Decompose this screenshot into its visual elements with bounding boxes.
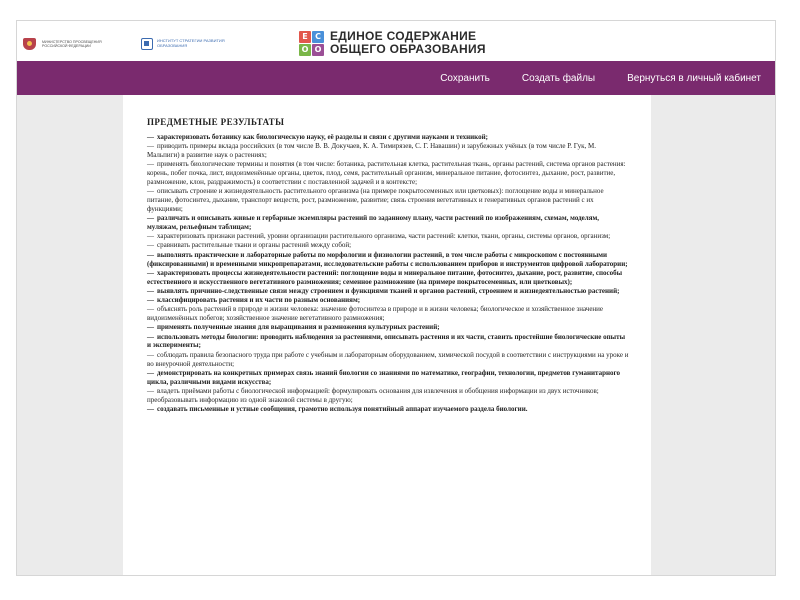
- result-item: [147, 351, 629, 369]
- result-item: [147, 296, 629, 305]
- result-item: [147, 160, 629, 187]
- dash-marker: —: [147, 286, 154, 295]
- site-logo[interactable]: [299, 30, 486, 56]
- eagle-emblem-icon: [23, 38, 36, 50]
- dash-marker: —: [147, 332, 154, 341]
- result-text: объяснять роль растений в природе и жизни человека: значение фотосинтеза в природе и в жизни человека; биологическое и хозяйственное значение видоизменённых побегов; хозяйственное значение вегетативного размножения;: [147, 305, 604, 323]
- results-list: [147, 133, 629, 414]
- result-text: различать и описывать живые и гербарные экземпляры растений по заданному плану, части растений по изображениям, схемам, моделям, муляжам, рельефным таблицам;: [147, 214, 600, 231]
- result-text: классифицировать растения и их части по разным основаниям;: [157, 296, 361, 305]
- result-text: выявлять причинно-следственные связи между строением и функциями тканей и органов растений, строением и жизнедеятельностью растений;: [157, 286, 620, 295]
- app-window: [16, 20, 776, 576]
- institute-mark-icon: [141, 38, 153, 50]
- result-text: характеризовать признаки растений, уровни организации растительного организма, части растений: клетки, ткани, органы, системы органов, организм;: [157, 232, 611, 241]
- institute-logo[interactable]: [141, 38, 237, 50]
- result-item: [147, 405, 629, 414]
- result-text: соблюдать правила безопасного труда при работе с учебным и лабораторным оборудованием, химической посудой в соответствии с инструкциями на уроке и во внеурочной деятельности;: [147, 350, 629, 368]
- institute-name: ИНСТИТУТ СТРАТЕГИИ РАЗВИТИЯ ОБРАЗОВАНИЯ: [157, 38, 225, 48]
- result-text: приводить примеры вклада российских (в том числе В. В. Докучаев, К. А. Тимирязев, С. Г. Навашин) и зарубежных учёных (в том числе Р. Гук, М. Мальпиги) в развитие наук о растениях;: [147, 142, 596, 160]
- logo-cell: О: [299, 44, 311, 56]
- site-title: [330, 30, 486, 56]
- result-item: [147, 142, 629, 160]
- result-item: [147, 214, 629, 232]
- dash-marker: —: [147, 241, 154, 250]
- result-text: использовать методы биологии: проводить наблюдения за растениями, описывать растения и их части, ставить простейшие биологические опыты и эксперименты;: [147, 332, 626, 350]
- dash-marker: —: [147, 133, 154, 141]
- result-item: [147, 269, 629, 287]
- result-item: [147, 333, 629, 351]
- site-title-line1: ЕДИНОЕ СОДЕРЖАНИЕ: [330, 29, 477, 43]
- logo-cell: С: [312, 31, 324, 43]
- result-text: описывать строение и жизнедеятельность растительного организма (на примере покрытосеменных или цветковых): поглощение воды и минеральное питание, фотосинтез, дыхание, транспорт веществ, рост, размножение, развитие; связь строения вегетативных и генеративных органов растений с их функциями;: [147, 187, 604, 213]
- top-menu: [17, 61, 775, 95]
- site-title-line2: ОБЩЕГО ОБРАЗОВАНИЯ: [330, 42, 486, 56]
- result-item: [147, 187, 629, 214]
- result-item: [147, 287, 629, 296]
- result-item: [147, 251, 629, 269]
- result-text: применять полученные знания для выращивания и размножения культурных растений;: [157, 323, 440, 332]
- dash-marker: —: [147, 232, 154, 241]
- dash-marker: —: [147, 296, 154, 305]
- result-text: создавать письменные и устные сообщения, грамотно используя понятийный аппарат изучаемого раздела биологии.: [157, 404, 528, 413]
- logo-cell: О: [312, 44, 324, 56]
- result-item: [147, 305, 629, 323]
- dash-marker: —: [147, 187, 154, 196]
- dash-marker: —: [147, 250, 154, 259]
- document-page: [123, 95, 651, 576]
- result-text: выполнять практические и лабораторные работы по морфологии и физиологии растений, в том числе работы с микроскопом с постоянными (фиксированными) и временными микропрепаратами, исследовательские работы с использованием приборов и инструментов цифровой лаборатории;: [147, 250, 628, 268]
- dash-marker: —: [147, 368, 154, 377]
- create-files-button[interactable]: Создать файлы: [521, 72, 596, 84]
- dash-marker: —: [147, 142, 154, 151]
- dash-marker: —: [147, 386, 154, 395]
- result-item: [147, 387, 629, 405]
- dash-marker: —: [147, 160, 154, 169]
- dash-marker: —: [147, 214, 154, 223]
- ministry-logo[interactable]: [23, 38, 102, 50]
- dash-marker: —: [147, 305, 154, 314]
- result-item: [147, 323, 629, 332]
- result-item: [147, 232, 629, 241]
- dash-marker: —: [147, 268, 154, 277]
- result-text: сравнивать растительные ткани и органы растений между собой;: [157, 241, 352, 250]
- result-text: применять биологические термины и понятия (в том числе: ботаника, растительная клетка, растительная ткань, органы растений, система органов растения: корень, побег почка, лист, видоизменённые органы, цветок, плод, семя, растительный организм, минеральное питание, фотосинтез, дыхание, рост, развитие, размножение, клон, раздражимость) в соответствии с поставленной задачей и в контексте;: [147, 160, 626, 186]
- dash-marker: —: [147, 404, 154, 413]
- logo-cell: Е: [299, 31, 311, 43]
- result-text: характеризовать ботанику как биологическую науку, её разделы и связи с другими науками и техникой;: [157, 133, 488, 141]
- save-button[interactable]: Сохранить: [440, 72, 490, 84]
- result-text: владеть приёмами работы с биологической информацией: формулировать основания для извлечения и обобщения информации из двух источников; преобразовывать информацию из одной знаковой системы в другую;: [147, 386, 599, 404]
- dash-marker: —: [147, 350, 154, 359]
- dash-marker: —: [147, 323, 154, 332]
- result-item: [147, 241, 629, 250]
- section-heading: ПРЕДМЕТНЫЕ РЕЗУЛЬТАТЫ: [147, 117, 285, 127]
- logo-grid-icon: [299, 31, 324, 56]
- header: [17, 21, 775, 61]
- result-text: характеризовать процессы жизнедеятельности растений: поглощение воды и минеральное питание, фотосинтез, дыхание, рост, развитие, способы естественного и искусственного вегетативного размножения; семенное размножение (на примере покрытосеменных, или цветковых);: [147, 268, 623, 286]
- result-item: [147, 369, 629, 387]
- result-item: [147, 133, 629, 142]
- ministry-name: МИНИСТЕРСТВО ПРОСВЕЩЕНИЯ РОССИЙСКОЙ ФЕДЕРАЦИИ: [42, 39, 102, 48]
- result-text: демонстрировать на конкретных примерах связь знаний биологии со знаниями по математике, географии, технологии, предметов гуманитарного цикла, различными видами искусства;: [147, 368, 621, 386]
- back-to-cabinet-link[interactable]: Вернуться в личный кабинет: [627, 72, 761, 84]
